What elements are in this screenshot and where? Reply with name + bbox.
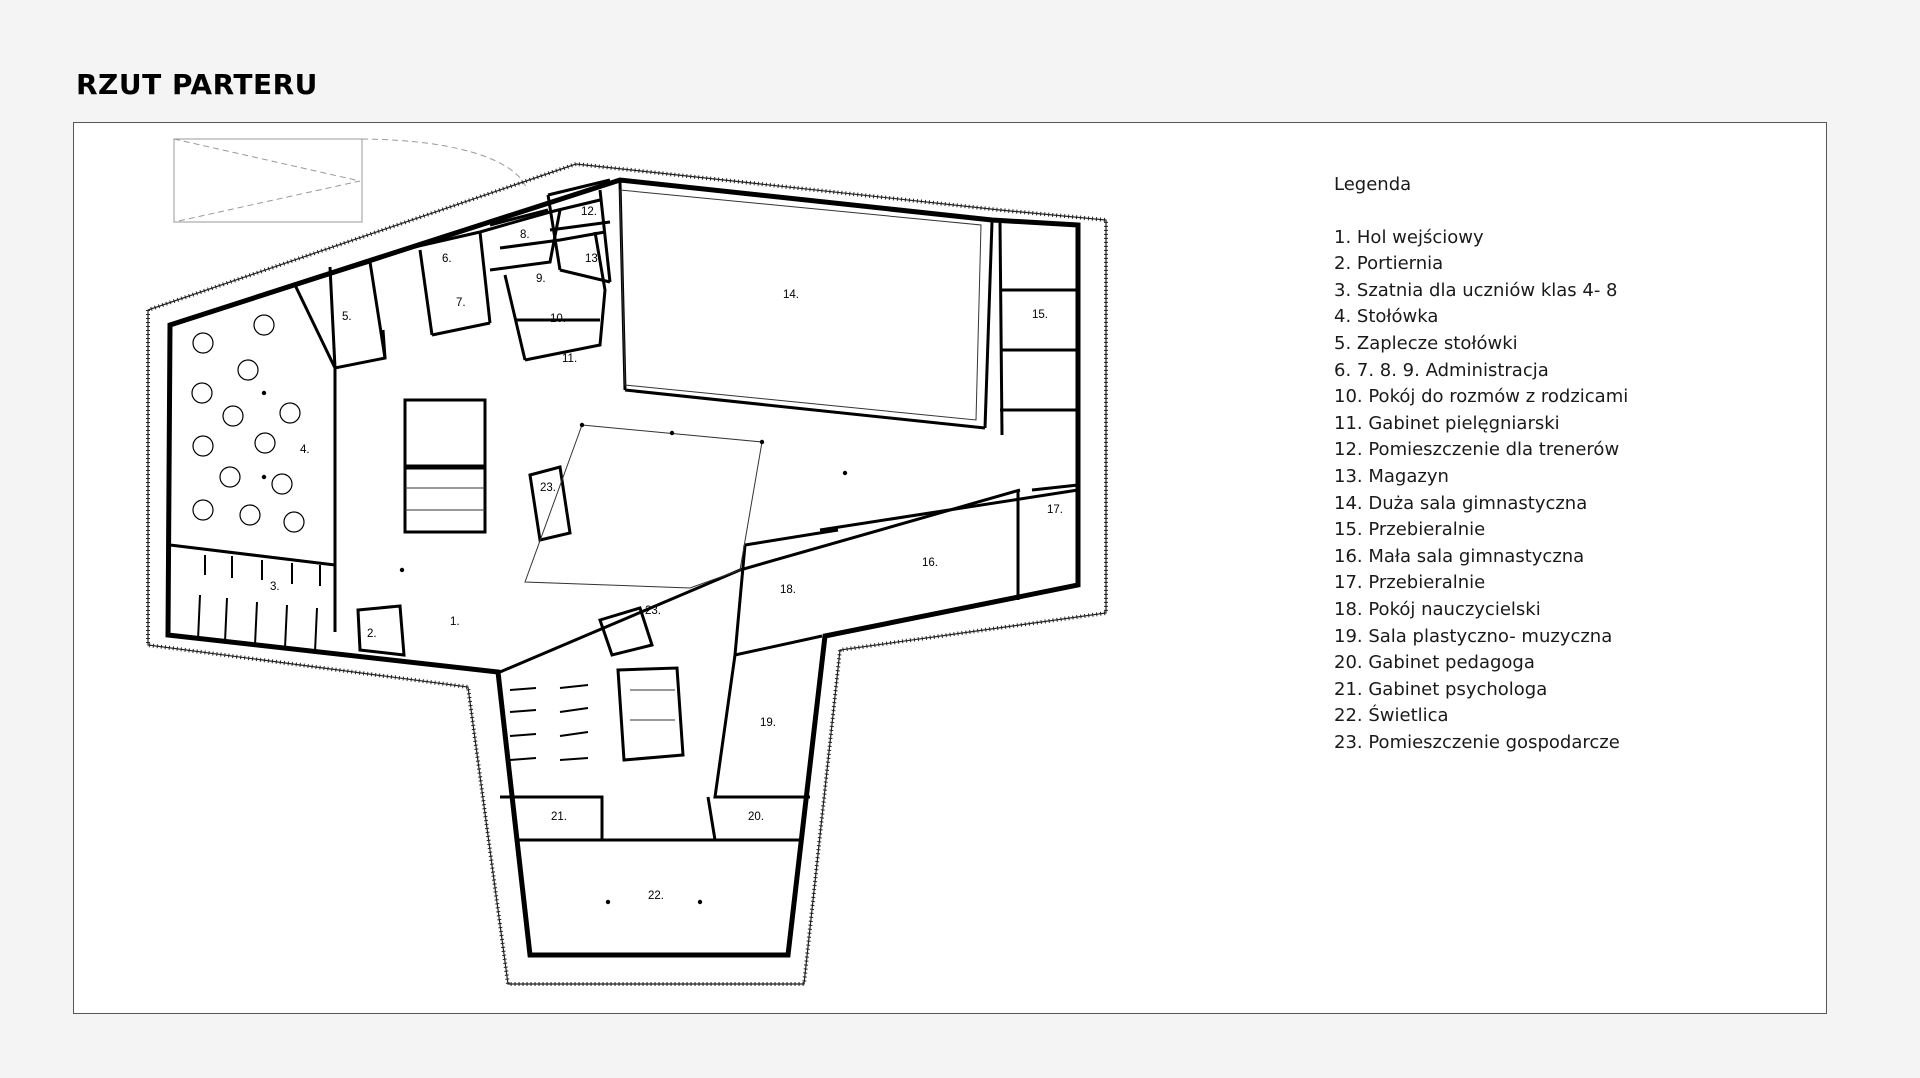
legend-list xyxy=(1334,225,1628,757)
legend-item: 1. Hol wejściowy xyxy=(1334,226,1484,248)
room-label-14: 14. xyxy=(783,289,799,301)
legend-item: 22. Świetlica xyxy=(1334,705,1449,727)
legend-item: 10. Pokój do rozmów z rodzicami xyxy=(1334,386,1629,408)
cafeteria-tables xyxy=(192,315,304,532)
legend-item: 12. Pomieszczenie dla trenerów xyxy=(1334,439,1620,461)
room-label-20: 20. xyxy=(748,811,764,823)
legend-item: 6. 7. 8. 9. Administracja xyxy=(1334,359,1549,381)
legend-item: 14. Duża sala gimnastyczna xyxy=(1334,492,1588,514)
legend-item: 16. Mała sala gimnastyczna xyxy=(1334,545,1585,567)
legend xyxy=(1334,172,1628,756)
room-label-11: 11. xyxy=(562,353,578,365)
room-label-6: 6. xyxy=(442,253,452,265)
page-title: RZUT PARTERU xyxy=(76,68,318,101)
room-label-8: 8. xyxy=(520,229,530,241)
room-label-21: 21. xyxy=(551,811,567,823)
room-label-9: 9. xyxy=(536,273,546,285)
room-label-12: 12. xyxy=(581,206,597,218)
room-label-10: 10. xyxy=(550,313,566,325)
room-label-4: 4. xyxy=(300,444,310,456)
legend-item: 3. Szatnia dla uczniów klas 4- 8 xyxy=(1334,279,1618,301)
room-label-16: 16. xyxy=(922,557,938,569)
room-labels xyxy=(270,206,1063,902)
legend-item: 21. Gabinet psychologa xyxy=(1334,678,1548,700)
room-label-3: 3. xyxy=(270,581,280,593)
legend-title: Legenda xyxy=(1334,174,1412,195)
room-label-7: 7. xyxy=(456,297,466,309)
parking-area xyxy=(174,139,527,222)
room-label-18: 18. xyxy=(780,584,796,596)
room-label-22: 22. xyxy=(648,890,664,902)
legend-item: 18. Pokój nauczycielski xyxy=(1334,598,1541,620)
legend-item: 5. Zaplecze stołówki xyxy=(1334,332,1518,354)
room-label-17: 17. xyxy=(1047,504,1063,516)
room-label-15: 15. xyxy=(1032,309,1048,321)
legend-item: 13. Magazyn xyxy=(1334,465,1449,487)
room-label-13: 13. xyxy=(585,253,601,265)
legend-item: 4. Stołówka xyxy=(1334,306,1439,328)
legend-item: 15. Przebieralnie xyxy=(1334,519,1486,541)
legend-item: 11. Gabinet pielęgniarski xyxy=(1334,412,1560,434)
legend-item: 19. Sala plastyczno- muzyczna xyxy=(1334,625,1613,647)
legend-item: 23. Pomieszczenie gospodarcze xyxy=(1334,731,1620,753)
room-label-2: 2. xyxy=(367,628,377,640)
room-label-23b: 23. xyxy=(645,605,661,617)
room-label-19: 19. xyxy=(760,717,776,729)
legend-item: 2. Portiernia xyxy=(1334,253,1444,275)
room-label-23a: 23. xyxy=(540,482,556,494)
room-label-5: 5. xyxy=(342,311,352,323)
legend-item: 17. Przebieralnie xyxy=(1334,572,1486,594)
legend-item: 20. Gabinet pedagoga xyxy=(1334,652,1535,674)
room-label-1: 1. xyxy=(450,616,460,628)
